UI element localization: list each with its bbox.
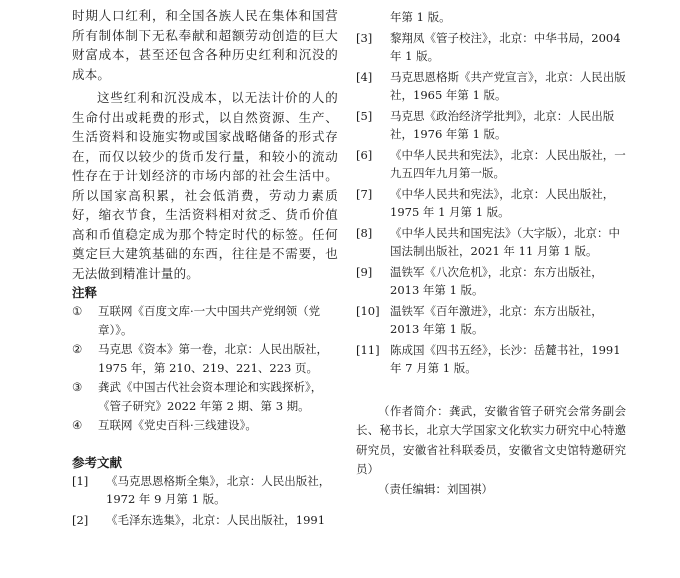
body-paragraph-2: 这些红利和沉没成本，以无法计价的人的生命付出或耗费的形式，以自然资源、生产、生活资料和设施实物或国家战略储备的形式存在，而仅以较少的货币发行量，和较小的流动性存在于计划经济的市场内部的社会生活中。所以国家高积累，社会低消费，劳动力素质好，缩衣节食，生活资料相对贫乏、货币价值高和币值稳定成为那个特定时代的标签。任何奠定巨大建筑基础的东西，往往是不需要，也无法做到精准计量的。 [72,90,338,281]
note-item [72,416,338,435]
reference-text: 《毛泽东选集》，北京：人民出版社，1991 [106,512,326,527]
reference-item [356,302,626,339]
right-column [356,0,626,499]
note-text: 互联网《百度文库·一大中国共产党纲领（党章）》。 [98,304,321,337]
note-marker: ② [72,342,83,356]
reference-marker: [1] [72,473,89,488]
reference-marker: [5] [356,108,373,123]
reference-text: 《马克思恩格斯全集》，北京：人民出版社，1972 年 9 月第 1 版。 [106,473,331,506]
reference-text: 温铁军《百年激进》，北京：东方出版社，2013 年第 1 版。 [390,303,603,336]
references-heading: 参考文献 [72,454,123,470]
left-column [72,0,338,531]
note-text: 互联网《党史百科·三线建设》。 [98,418,257,432]
note-marker: ④ [72,418,83,432]
reference-text: 黎翔凤《管子校注》，北京：中华书局，2004 年 1 版。 [390,30,621,63]
reference-text: 马克思《政治经济学批判》，北京：人民出版社，1976 年第 1 版。 [390,108,615,141]
notes-list [72,302,338,435]
reference-continuation [356,8,626,27]
reference-text: 《中华人民共和国宪法》（大字版），北京：中国法制出版社，2021 年 11 月第 1 版。 [390,225,620,258]
reference-text: 马克思恩格斯《共产党宣言》，北京：人民出版社，1965 年第 1 版。 [390,69,626,102]
notes-heading: 注释 [72,285,98,300]
reference-item [356,146,626,183]
reference-item [72,511,338,530]
note-item [72,378,338,415]
reference-marker: [8] [356,225,373,240]
author-bio: （作者简介：龚武，安徽省管子研究会常务副会长、秘书长，北京大学国家文化软实力研究中心特邀研究员，安徽省社科联委员，安徽省文史馆特邀研究员） [356,403,626,476]
reference-text: 年第 1 版。 [390,10,451,24]
reference-text: 陈成国《四书五经》，长沙：岳麓书社，1991 年 7 月第 1 版。 [390,342,621,375]
editor-note: （责任编辑：刘国祺） [378,481,493,496]
body-paragraph-1: 时期人口红利，和全国各族人民在集体和国营所有制体制下无私奉献和超额劳动创造的巨大财富成本，甚至还包含各种历史红利和沉没的成本。 [72,8,338,82]
reference-marker: [11] [356,342,380,357]
reference-text: 《中华人民共和宪法》，北京：人民出版社，1975 年 1 月第 1 版。 [390,186,615,219]
reference-text: 《中华人民共和宪法》，北京：人民出版社，一九五四年九月第一版。 [390,147,626,180]
reference-marker: [10] [356,303,380,318]
reference-marker: [6] [356,147,373,162]
reference-marker: [9] [356,264,373,279]
reference-marker: [2] [72,512,89,527]
reference-item [356,29,626,66]
reference-marker: [3] [356,30,373,45]
reference-item [356,263,626,300]
reference-item [356,341,626,378]
reference-text: 温铁军《八次危机》，北京：东方出版社，2013 年第 1 版。 [390,264,603,297]
note-text: 龚武《中国古代社会资本理论和实践探析》，《管子研究》2022 年第 2 期、第 3 期。 [98,380,323,413]
reference-item [356,107,626,144]
note-item [72,340,338,377]
note-marker: ① [72,304,83,318]
reference-item [72,472,338,509]
reference-marker: [4] [356,69,373,84]
references-list-left [72,472,338,530]
note-text: 马克思《资本》第一卷，北京：人民出版社，1975 年，第 210、219、221、223 页。 [98,342,328,375]
reference-item [356,185,626,222]
reference-item [356,68,626,105]
note-marker: ③ [72,380,83,394]
note-item [72,302,338,339]
reference-marker: [7] [356,186,373,201]
reference-item [356,224,626,261]
